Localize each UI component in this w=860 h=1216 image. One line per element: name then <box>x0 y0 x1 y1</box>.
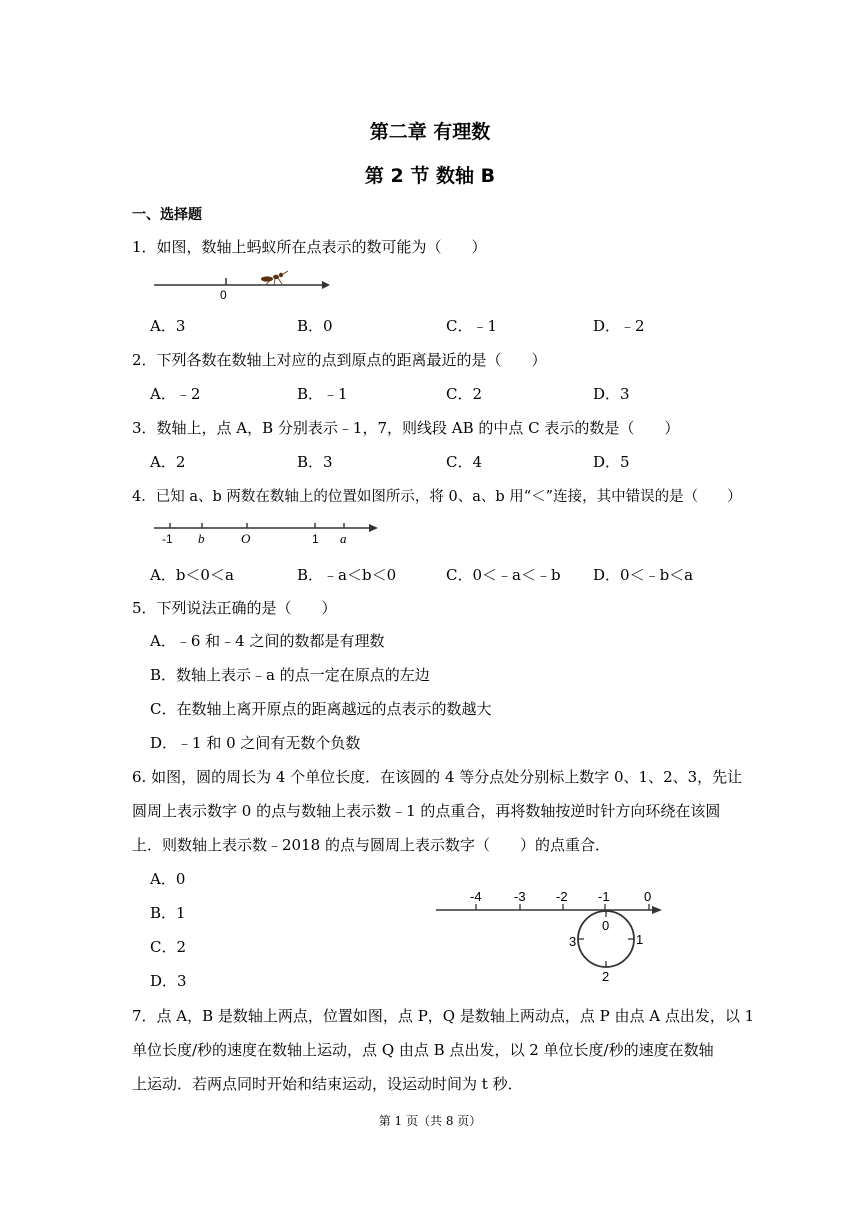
q5-option-d: D．﹣1 和 0 之间有无数个负数 <box>150 734 361 752</box>
q6-axis-label-minus-2: -2 <box>556 889 568 904</box>
q6-circle-number-line-figure <box>432 884 672 984</box>
q2-option-b: B．﹣1 <box>297 385 348 403</box>
q1-option-c: C．﹣1 <box>446 317 498 335</box>
question-1-text: 1．如图，数轴上蚂蚁所在点表示的数可能为（ ） <box>132 238 487 256</box>
q6-axis-label-minus-4: -4 <box>470 889 482 904</box>
q6-option-b: B．1 <box>150 904 186 922</box>
q1-number-line-figure <box>150 266 340 302</box>
q6-axis-label-minus-3: -3 <box>514 889 526 904</box>
q4-label-minus-one: -1 <box>162 532 173 546</box>
q4-label-b: b <box>198 531 205 546</box>
question-6-line-3: 上．则数轴上表示数﹣2018 的点与圆周上表示数字（ ）的点重合． <box>132 836 610 854</box>
q4-option-d: D．0＜﹣b＜a <box>593 566 694 584</box>
question-7-line-2: 单位长度/秒的速度在数轴上运动，点 Q 由点 B 点出发，以 2 单位长度/秒的速度在数轴 <box>132 1041 714 1059</box>
q3-option-c: C．4 <box>446 453 483 471</box>
q5-option-b: B．数轴上表示﹣a 的点一定在原点的左边 <box>150 666 430 684</box>
q5-option-a: A．﹣6 和﹣4 之间的数都是有理数 <box>150 632 385 650</box>
question-7-line-3: 上运动．若两点同时开始和结束运动，设运动时间为 t 秒． <box>132 1075 523 1093</box>
q1-option-b: B．0 <box>297 317 333 335</box>
page-footer: 第 1 页（共 8 页） <box>378 1114 482 1128</box>
q1-zero-label: 0 <box>220 288 227 302</box>
q4-option-a: A．b＜0＜a <box>150 566 234 584</box>
question-7-line-1: 7．点 A，B 是数轴上两点，位置如图，点 P，Q 是数轴上两动点，点 P 由点 A 点出发，以 1 <box>132 1007 755 1025</box>
question-2-text: 2．下列各数在数轴上对应的点到原点的距离最近的是（ ） <box>132 351 547 369</box>
q2-option-d: D．3 <box>593 385 630 403</box>
question-3-text: 3．数轴上，点 A，B 分别表示﹣1，7，则线段 AB 的中点 C 表示的数是（ ） <box>132 419 680 437</box>
q6-axis-label-minus-1: -1 <box>598 889 610 904</box>
q6-circle-label-2: 2 <box>602 969 610 984</box>
q1-option-d: D．﹣2 <box>593 317 645 335</box>
q4-label-origin: O <box>241 531 251 546</box>
chapter-title: 第二章 有理数 <box>369 121 491 143</box>
q4-option-c: C．0＜﹣a＜﹣b <box>446 566 561 584</box>
q5-option-c: C．在数轴上离开原点的距离越远的点表示的数越大 <box>150 700 492 718</box>
q2-option-c: C．2 <box>446 385 483 403</box>
q6-option-a: A．0 <box>150 870 186 888</box>
q4-option-b: B．﹣a＜b＜0 <box>297 566 397 584</box>
q1-option-a: A．3 <box>150 317 186 335</box>
question-5-text: 5．下列说法正确的是（ ） <box>132 599 337 617</box>
q3-option-b: B．3 <box>297 453 333 471</box>
section-title: 第 2 节 数轴 B <box>364 165 496 187</box>
q4-number-line-figure <box>150 518 386 548</box>
question-6-line-1: 6. 如图，圆的周长为 4 个单位长度．在该圆的 4 等分点处分别标上数字 0、1、2、3，先让 <box>132 768 743 786</box>
q3-option-a: A．2 <box>150 453 186 471</box>
q6-option-d: D．3 <box>150 972 187 990</box>
q2-option-a: A．﹣2 <box>150 385 201 403</box>
q6-option-c: C．2 <box>150 938 187 956</box>
ant-icon <box>261 271 288 285</box>
q6-circle-label-0: 0 <box>602 918 610 933</box>
q6-circle-label-3: 3 <box>569 934 577 949</box>
q4-label-one: 1 <box>312 532 319 546</box>
q4-label-a: a <box>340 531 347 546</box>
question-6-line-2: 圆周上表示数字 0 的点与数轴上表示数﹣1 的点重合，再将数轴按逆时针方向环绕在该圆 <box>132 802 721 820</box>
q3-option-d: D．5 <box>593 453 630 471</box>
part-heading: 一、选择题 <box>132 207 202 223</box>
q6-circle-label-1: 1 <box>636 932 644 947</box>
q6-axis-label-zero: 0 <box>644 889 652 904</box>
question-4-text: 4．已知 a、b 两数在数轴上的位置如图所示，将 0、a、b 用“＜”连接，其中错误的是（ ） <box>132 489 742 505</box>
